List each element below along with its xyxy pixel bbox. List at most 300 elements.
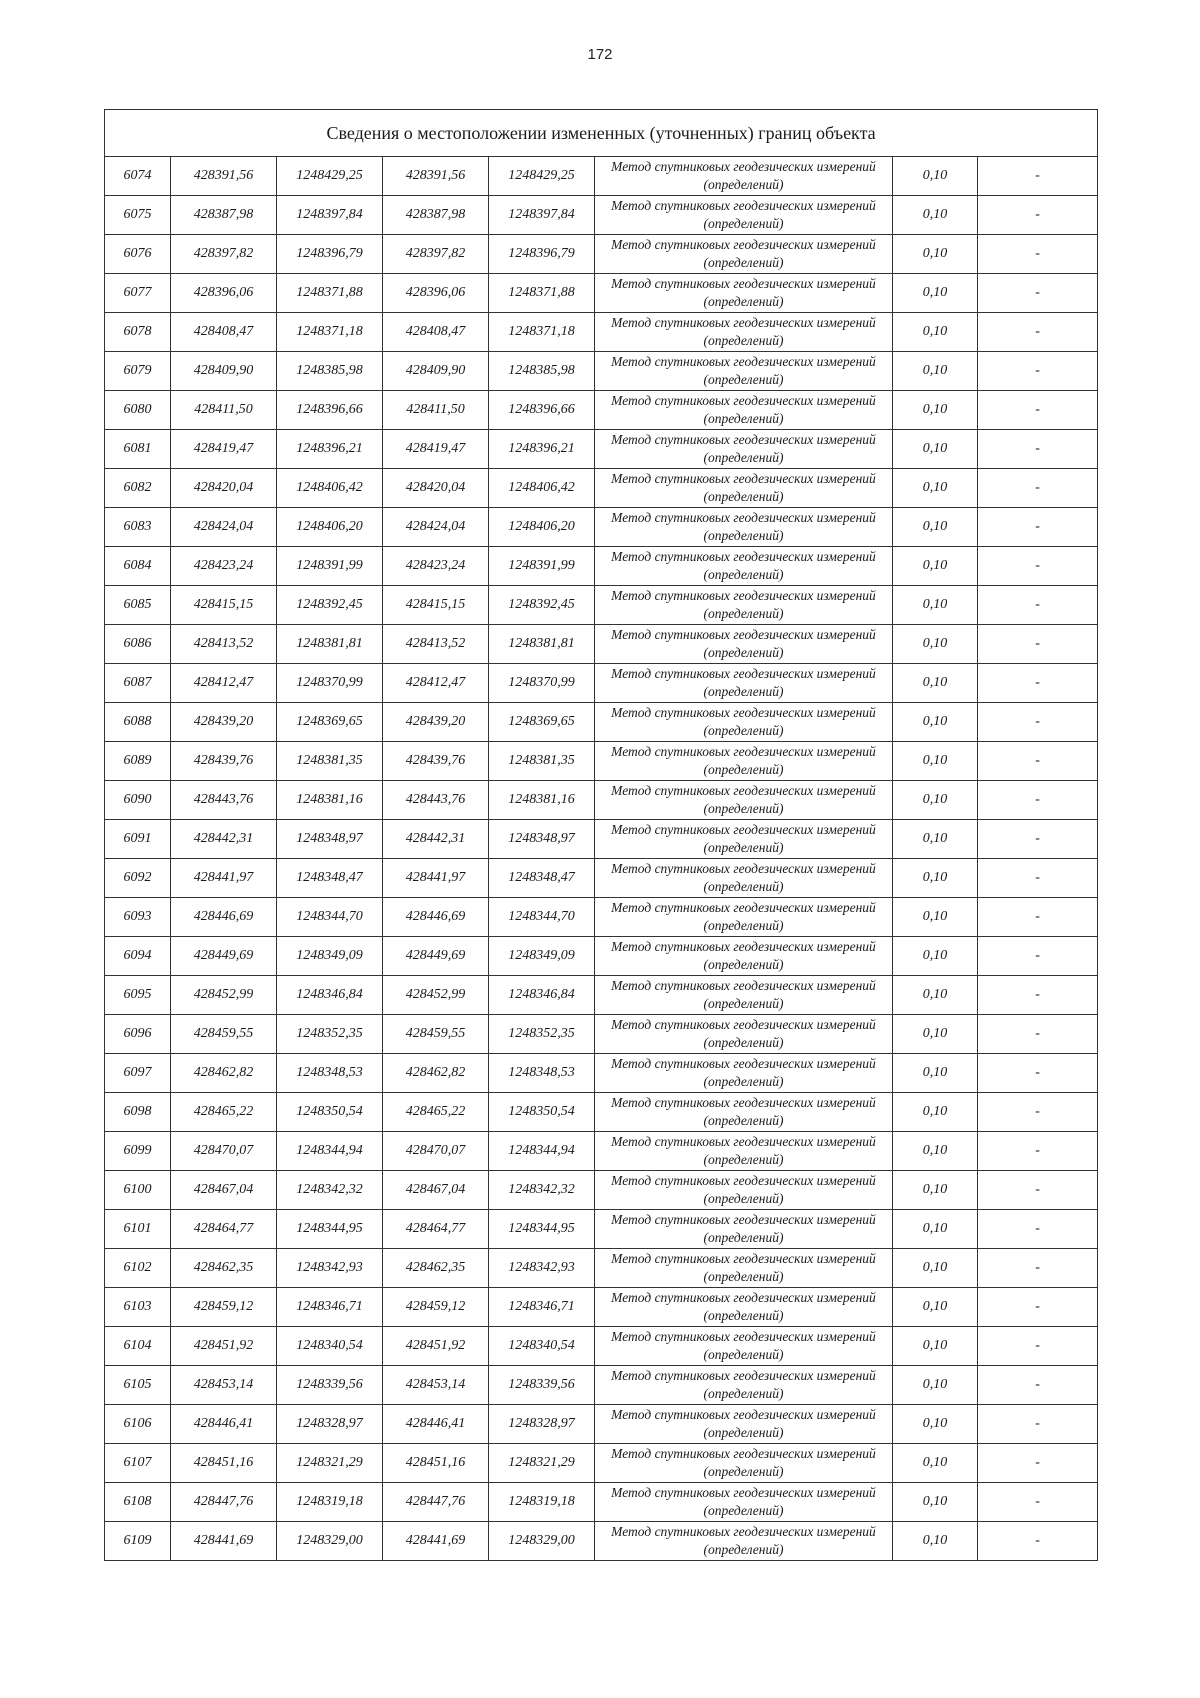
method-cell: Метод спутниковых геодезических измерений (определений)	[595, 898, 893, 937]
existing-x-cell: 428408,47	[171, 313, 277, 352]
existing-y-cell: 1248381,35	[277, 742, 383, 781]
coordinates-table	[104, 109, 1098, 1561]
existing-x-cell: 428451,92	[171, 1327, 277, 1366]
refined-y-cell: 1248385,98	[489, 352, 595, 391]
accuracy-cell: 0,10	[893, 1249, 978, 1288]
refined-x-cell: 428452,99	[383, 976, 489, 1015]
point-number-cell: 6086	[105, 625, 171, 664]
accuracy-cell: 0,10	[893, 235, 978, 274]
accuracy-cell: 0,10	[893, 1015, 978, 1054]
refined-y-cell: 1248352,35	[489, 1015, 595, 1054]
method-cell: Метод спутниковых геодезических измерений (определений)	[595, 742, 893, 781]
method-cell: Метод спутниковых геодезических измерений (определений)	[595, 1483, 893, 1522]
refined-y-cell: 1248391,99	[489, 547, 595, 586]
table-row	[105, 547, 1098, 586]
note-cell: -	[978, 1405, 1098, 1444]
note-cell: -	[978, 703, 1098, 742]
table-row	[105, 820, 1098, 859]
existing-x-cell: 428423,24	[171, 547, 277, 586]
existing-y-cell: 1248381,16	[277, 781, 383, 820]
refined-x-cell: 428439,20	[383, 703, 489, 742]
accuracy-cell: 0,10	[893, 976, 978, 1015]
refined-y-cell: 1248396,79	[489, 235, 595, 274]
table-row	[105, 1483, 1098, 1522]
accuracy-cell: 0,10	[893, 1483, 978, 1522]
accuracy-cell: 0,10	[893, 820, 978, 859]
refined-x-cell: 428459,12	[383, 1288, 489, 1327]
refined-y-cell: 1248348,97	[489, 820, 595, 859]
existing-x-cell: 428465,22	[171, 1093, 277, 1132]
table-row	[105, 625, 1098, 664]
method-cell: Метод спутниковых геодезических измерений (определений)	[595, 391, 893, 430]
table-row	[105, 1249, 1098, 1288]
refined-y-cell: 1248406,42	[489, 469, 595, 508]
existing-y-cell: 1248340,54	[277, 1327, 383, 1366]
existing-x-cell: 428451,16	[171, 1444, 277, 1483]
existing-x-cell: 428387,98	[171, 196, 277, 235]
note-cell: -	[978, 157, 1098, 196]
existing-x-cell: 428446,69	[171, 898, 277, 937]
refined-x-cell: 428413,52	[383, 625, 489, 664]
existing-y-cell: 1248406,42	[277, 469, 383, 508]
accuracy-cell: 0,10	[893, 703, 978, 742]
existing-y-cell: 1248329,00	[277, 1522, 383, 1561]
table-row	[105, 1327, 1098, 1366]
method-cell: Метод спутниковых геодезических измерений (определений)	[595, 196, 893, 235]
point-number-cell: 6106	[105, 1405, 171, 1444]
refined-y-cell: 1248392,45	[489, 586, 595, 625]
refined-x-cell: 428451,92	[383, 1327, 489, 1366]
note-cell: -	[978, 1366, 1098, 1405]
existing-x-cell: 428462,35	[171, 1249, 277, 1288]
accuracy-cell: 0,10	[893, 742, 978, 781]
accuracy-cell: 0,10	[893, 1132, 978, 1171]
note-cell: -	[978, 820, 1098, 859]
existing-y-cell: 1248348,97	[277, 820, 383, 859]
existing-y-cell: 1248385,98	[277, 352, 383, 391]
point-number-cell: 6081	[105, 430, 171, 469]
existing-x-cell: 428396,06	[171, 274, 277, 313]
note-cell: -	[978, 352, 1098, 391]
refined-y-cell: 1248406,20	[489, 508, 595, 547]
accuracy-cell: 0,10	[893, 1522, 978, 1561]
table-row	[105, 352, 1098, 391]
table-row	[105, 586, 1098, 625]
accuracy-cell: 0,10	[893, 547, 978, 586]
existing-y-cell: 1248371,18	[277, 313, 383, 352]
point-number-cell: 6109	[105, 1522, 171, 1561]
point-number-cell: 6087	[105, 664, 171, 703]
point-number-cell: 6076	[105, 235, 171, 274]
note-cell: -	[978, 625, 1098, 664]
accuracy-cell: 0,10	[893, 430, 978, 469]
table-row	[105, 1210, 1098, 1249]
accuracy-cell: 0,10	[893, 274, 978, 313]
existing-y-cell: 1248346,71	[277, 1288, 383, 1327]
point-number-cell: 6079	[105, 352, 171, 391]
note-cell: -	[978, 1444, 1098, 1483]
refined-x-cell: 428465,22	[383, 1093, 489, 1132]
existing-y-cell: 1248349,09	[277, 937, 383, 976]
point-number-cell: 6099	[105, 1132, 171, 1171]
refined-y-cell: 1248342,93	[489, 1249, 595, 1288]
table-row	[105, 1171, 1098, 1210]
point-number-cell: 6089	[105, 742, 171, 781]
note-cell: -	[978, 586, 1098, 625]
note-cell: -	[978, 1093, 1098, 1132]
refined-x-cell: 428467,04	[383, 1171, 489, 1210]
accuracy-cell: 0,10	[893, 625, 978, 664]
accuracy-cell: 0,10	[893, 1327, 978, 1366]
refined-x-cell: 428412,47	[383, 664, 489, 703]
note-cell: -	[978, 391, 1098, 430]
note-cell: -	[978, 664, 1098, 703]
refined-y-cell: 1248321,29	[489, 1444, 595, 1483]
method-cell: Метод спутниковых геодезических измерений (определений)	[595, 1327, 893, 1366]
table-body	[105, 157, 1098, 1561]
note-cell: -	[978, 1210, 1098, 1249]
existing-x-cell: 428449,69	[171, 937, 277, 976]
method-cell: Метод спутниковых геодезических измерений (определений)	[595, 430, 893, 469]
point-number-cell: 6090	[105, 781, 171, 820]
point-number-cell: 6084	[105, 547, 171, 586]
refined-x-cell: 428420,04	[383, 469, 489, 508]
note-cell: -	[978, 898, 1098, 937]
method-cell: Метод спутниковых геодезических измерений (определений)	[595, 1288, 893, 1327]
existing-y-cell: 1248406,20	[277, 508, 383, 547]
table-row	[105, 469, 1098, 508]
method-cell: Метод спутниковых геодезических измерений (определений)	[595, 703, 893, 742]
existing-y-cell: 1248396,66	[277, 391, 383, 430]
method-cell: Метод спутниковых геодезических измерений (определений)	[595, 1522, 893, 1561]
note-cell: -	[978, 196, 1098, 235]
refined-y-cell: 1248396,21	[489, 430, 595, 469]
existing-x-cell: 428462,82	[171, 1054, 277, 1093]
existing-y-cell: 1248328,97	[277, 1405, 383, 1444]
accuracy-cell: 0,10	[893, 1054, 978, 1093]
point-number-cell: 6093	[105, 898, 171, 937]
point-number-cell: 6101	[105, 1210, 171, 1249]
existing-x-cell: 428391,56	[171, 157, 277, 196]
note-cell: -	[978, 235, 1098, 274]
accuracy-cell: 0,10	[893, 1210, 978, 1249]
accuracy-cell: 0,10	[893, 313, 978, 352]
existing-x-cell: 428439,76	[171, 742, 277, 781]
table-row	[105, 1366, 1098, 1405]
refined-x-cell: 428443,76	[383, 781, 489, 820]
note-cell: -	[978, 937, 1098, 976]
refined-y-cell: 1248348,53	[489, 1054, 595, 1093]
refined-y-cell: 1248344,95	[489, 1210, 595, 1249]
table-row	[105, 274, 1098, 313]
refined-x-cell: 428462,35	[383, 1249, 489, 1288]
accuracy-cell: 0,10	[893, 1444, 978, 1483]
existing-y-cell: 1248321,29	[277, 1444, 383, 1483]
note-cell: -	[978, 1522, 1098, 1561]
existing-y-cell: 1248396,79	[277, 235, 383, 274]
table-row	[105, 1288, 1098, 1327]
point-number-cell: 6078	[105, 313, 171, 352]
refined-y-cell: 1248344,94	[489, 1132, 595, 1171]
refined-x-cell: 428397,82	[383, 235, 489, 274]
refined-y-cell: 1248350,54	[489, 1093, 595, 1132]
point-number-cell: 6091	[105, 820, 171, 859]
note-cell: -	[978, 547, 1098, 586]
refined-y-cell: 1248346,84	[489, 976, 595, 1015]
accuracy-cell: 0,10	[893, 1366, 978, 1405]
table-row	[105, 898, 1098, 937]
refined-y-cell: 1248371,88	[489, 274, 595, 313]
point-number-cell: 6088	[105, 703, 171, 742]
accuracy-cell: 0,10	[893, 196, 978, 235]
accuracy-cell: 0,10	[893, 508, 978, 547]
method-cell: Метод спутниковых геодезических измерений (определений)	[595, 1171, 893, 1210]
refined-y-cell: 1248369,65	[489, 703, 595, 742]
method-cell: Метод спутниковых геодезических измерений (определений)	[595, 664, 893, 703]
refined-x-cell: 428446,69	[383, 898, 489, 937]
point-number-cell: 6107	[105, 1444, 171, 1483]
method-cell: Метод спутниковых геодезических измерений (определений)	[595, 274, 893, 313]
refined-y-cell: 1248346,71	[489, 1288, 595, 1327]
method-cell: Метод спутниковых геодезических измерений (определений)	[595, 1015, 893, 1054]
refined-y-cell: 1248429,25	[489, 157, 595, 196]
refined-y-cell: 1248319,18	[489, 1483, 595, 1522]
existing-x-cell: 428409,90	[171, 352, 277, 391]
table-row	[105, 1015, 1098, 1054]
accuracy-cell: 0,10	[893, 898, 978, 937]
point-number-cell: 6082	[105, 469, 171, 508]
refined-y-cell: 1248339,56	[489, 1366, 595, 1405]
refined-y-cell: 1248381,81	[489, 625, 595, 664]
note-cell: -	[978, 976, 1098, 1015]
accuracy-cell: 0,10	[893, 1171, 978, 1210]
existing-y-cell: 1248342,93	[277, 1249, 383, 1288]
method-cell: Метод спутниковых геодезических измерений (определений)	[595, 859, 893, 898]
refined-y-cell: 1248349,09	[489, 937, 595, 976]
refined-x-cell: 428387,98	[383, 196, 489, 235]
table-row	[105, 1093, 1098, 1132]
existing-y-cell: 1248352,35	[277, 1015, 383, 1054]
existing-y-cell: 1248350,54	[277, 1093, 383, 1132]
table-row	[105, 157, 1098, 196]
method-cell: Метод спутниковых геодезических измерений (определений)	[595, 820, 893, 859]
existing-x-cell: 428419,47	[171, 430, 277, 469]
refined-x-cell: 428441,69	[383, 1522, 489, 1561]
refined-y-cell: 1248381,16	[489, 781, 595, 820]
method-cell: Метод спутниковых геодезических измерений (определений)	[595, 586, 893, 625]
table-row	[105, 1054, 1098, 1093]
refined-x-cell: 428449,69	[383, 937, 489, 976]
refined-x-cell: 428451,16	[383, 1444, 489, 1483]
existing-x-cell: 428447,76	[171, 1483, 277, 1522]
note-cell: -	[978, 1249, 1098, 1288]
refined-y-cell: 1248397,84	[489, 196, 595, 235]
table-title: Сведения о местоположении измененных (уточненных) границ объекта	[105, 110, 1098, 157]
note-cell: -	[978, 1171, 1098, 1210]
accuracy-cell: 0,10	[893, 469, 978, 508]
refined-x-cell: 428439,76	[383, 742, 489, 781]
point-number-cell: 6083	[105, 508, 171, 547]
refined-x-cell: 428459,55	[383, 1015, 489, 1054]
refined-x-cell: 428419,47	[383, 430, 489, 469]
refined-y-cell: 1248342,32	[489, 1171, 595, 1210]
accuracy-cell: 0,10	[893, 1288, 978, 1327]
existing-x-cell: 428397,82	[171, 235, 277, 274]
table-row	[105, 937, 1098, 976]
existing-x-cell: 428467,04	[171, 1171, 277, 1210]
point-number-cell: 6095	[105, 976, 171, 1015]
existing-y-cell: 1248344,95	[277, 1210, 383, 1249]
existing-x-cell: 428441,97	[171, 859, 277, 898]
note-cell: -	[978, 469, 1098, 508]
table-row	[105, 742, 1098, 781]
refined-x-cell: 428391,56	[383, 157, 489, 196]
page-number: 172	[587, 46, 613, 63]
existing-y-cell: 1248370,99	[277, 664, 383, 703]
point-number-cell: 6096	[105, 1015, 171, 1054]
table-title-row	[105, 110, 1098, 157]
table-row	[105, 703, 1098, 742]
refined-x-cell: 428424,04	[383, 508, 489, 547]
table-row	[105, 781, 1098, 820]
point-number-cell: 6105	[105, 1366, 171, 1405]
refined-y-cell: 1248371,18	[489, 313, 595, 352]
existing-x-cell: 428442,31	[171, 820, 277, 859]
existing-x-cell: 428420,04	[171, 469, 277, 508]
existing-x-cell: 428424,04	[171, 508, 277, 547]
refined-y-cell: 1248329,00	[489, 1522, 595, 1561]
note-cell: -	[978, 742, 1098, 781]
point-number-cell: 6074	[105, 157, 171, 196]
method-cell: Метод спутниковых геодезических измерений (определений)	[595, 1405, 893, 1444]
existing-y-cell: 1248348,47	[277, 859, 383, 898]
existing-y-cell: 1248381,81	[277, 625, 383, 664]
note-cell: -	[978, 508, 1098, 547]
method-cell: Метод спутниковых геодезических измерений (определений)	[595, 157, 893, 196]
point-number-cell: 6108	[105, 1483, 171, 1522]
refined-y-cell: 1248381,35	[489, 742, 595, 781]
point-number-cell: 6092	[105, 859, 171, 898]
table-row	[105, 976, 1098, 1015]
existing-x-cell: 428415,15	[171, 586, 277, 625]
table-row	[105, 1522, 1098, 1561]
refined-x-cell: 428470,07	[383, 1132, 489, 1171]
method-cell: Метод спутниковых геодезических измерений (определений)	[595, 1093, 893, 1132]
refined-y-cell: 1248344,70	[489, 898, 595, 937]
refined-x-cell: 428442,31	[383, 820, 489, 859]
refined-x-cell: 428453,14	[383, 1366, 489, 1405]
existing-x-cell: 428459,12	[171, 1288, 277, 1327]
existing-x-cell: 428441,69	[171, 1522, 277, 1561]
accuracy-cell: 0,10	[893, 859, 978, 898]
accuracy-cell: 0,10	[893, 352, 978, 391]
point-number-cell: 6094	[105, 937, 171, 976]
note-cell: -	[978, 430, 1098, 469]
accuracy-cell: 0,10	[893, 586, 978, 625]
table-row	[105, 196, 1098, 235]
method-cell: Метод спутниковых геодезических измерений (определений)	[595, 1054, 893, 1093]
table-row	[105, 313, 1098, 352]
refined-x-cell: 428423,24	[383, 547, 489, 586]
note-cell: -	[978, 1132, 1098, 1171]
existing-x-cell: 428443,76	[171, 781, 277, 820]
refined-x-cell: 428408,47	[383, 313, 489, 352]
method-cell: Метод спутниковых геодезических измерений (определений)	[595, 976, 893, 1015]
note-cell: -	[978, 1327, 1098, 1366]
existing-x-cell: 428411,50	[171, 391, 277, 430]
method-cell: Метод спутниковых геодезических измерений (определений)	[595, 1444, 893, 1483]
table-row	[105, 1405, 1098, 1444]
existing-y-cell: 1248369,65	[277, 703, 383, 742]
refined-y-cell: 1248396,66	[489, 391, 595, 430]
accuracy-cell: 0,10	[893, 157, 978, 196]
accuracy-cell: 0,10	[893, 664, 978, 703]
existing-x-cell: 428470,07	[171, 1132, 277, 1171]
accuracy-cell: 0,10	[893, 391, 978, 430]
existing-x-cell: 428413,52	[171, 625, 277, 664]
method-cell: Метод спутниковых геодезических измерений (определений)	[595, 1132, 893, 1171]
note-cell: -	[978, 1015, 1098, 1054]
point-number-cell: 6097	[105, 1054, 171, 1093]
method-cell: Метод спутниковых геодезических измерений (определений)	[595, 1210, 893, 1249]
existing-y-cell: 1248397,84	[277, 196, 383, 235]
point-number-cell: 6077	[105, 274, 171, 313]
table-row	[105, 1444, 1098, 1483]
method-cell: Метод спутниковых геодезических измерений (определений)	[595, 508, 893, 547]
point-number-cell: 6085	[105, 586, 171, 625]
method-cell: Метод спутниковых геодезических измерений (определений)	[595, 469, 893, 508]
table-row	[105, 508, 1098, 547]
method-cell: Метод спутниковых геодезических измерений (определений)	[595, 937, 893, 976]
existing-x-cell: 428446,41	[171, 1405, 277, 1444]
refined-y-cell: 1248370,99	[489, 664, 595, 703]
note-cell: -	[978, 274, 1098, 313]
note-cell: -	[978, 1483, 1098, 1522]
existing-y-cell: 1248392,45	[277, 586, 383, 625]
refined-x-cell: 428447,76	[383, 1483, 489, 1522]
existing-x-cell: 428412,47	[171, 664, 277, 703]
note-cell: -	[978, 1288, 1098, 1327]
refined-x-cell: 428464,77	[383, 1210, 489, 1249]
refined-y-cell: 1248328,97	[489, 1405, 595, 1444]
method-cell: Метод спутниковых геодезических измерений (определений)	[595, 1249, 893, 1288]
existing-y-cell: 1248339,56	[277, 1366, 383, 1405]
refined-x-cell: 428441,97	[383, 859, 489, 898]
refined-x-cell: 428409,90	[383, 352, 489, 391]
existing-x-cell: 428439,20	[171, 703, 277, 742]
table-row	[105, 859, 1098, 898]
method-cell: Метод спутниковых геодезических измерений (определений)	[595, 313, 893, 352]
method-cell: Метод спутниковых геодезических измерений (определений)	[595, 547, 893, 586]
method-cell: Метод спутниковых геодезических измерений (определений)	[595, 781, 893, 820]
note-cell: -	[978, 781, 1098, 820]
table-row	[105, 664, 1098, 703]
accuracy-cell: 0,10	[893, 1405, 978, 1444]
existing-y-cell: 1248348,53	[277, 1054, 383, 1093]
refined-x-cell: 428396,06	[383, 274, 489, 313]
point-number-cell: 6080	[105, 391, 171, 430]
existing-y-cell: 1248342,32	[277, 1171, 383, 1210]
method-cell: Метод спутниковых геодезических измерений (определений)	[595, 352, 893, 391]
note-cell: -	[978, 313, 1098, 352]
existing-y-cell: 1248346,84	[277, 976, 383, 1015]
refined-x-cell: 428411,50	[383, 391, 489, 430]
table-row	[105, 1132, 1098, 1171]
point-number-cell: 6100	[105, 1171, 171, 1210]
existing-y-cell: 1248344,70	[277, 898, 383, 937]
refined-y-cell: 1248348,47	[489, 859, 595, 898]
note-cell: -	[978, 1054, 1098, 1093]
